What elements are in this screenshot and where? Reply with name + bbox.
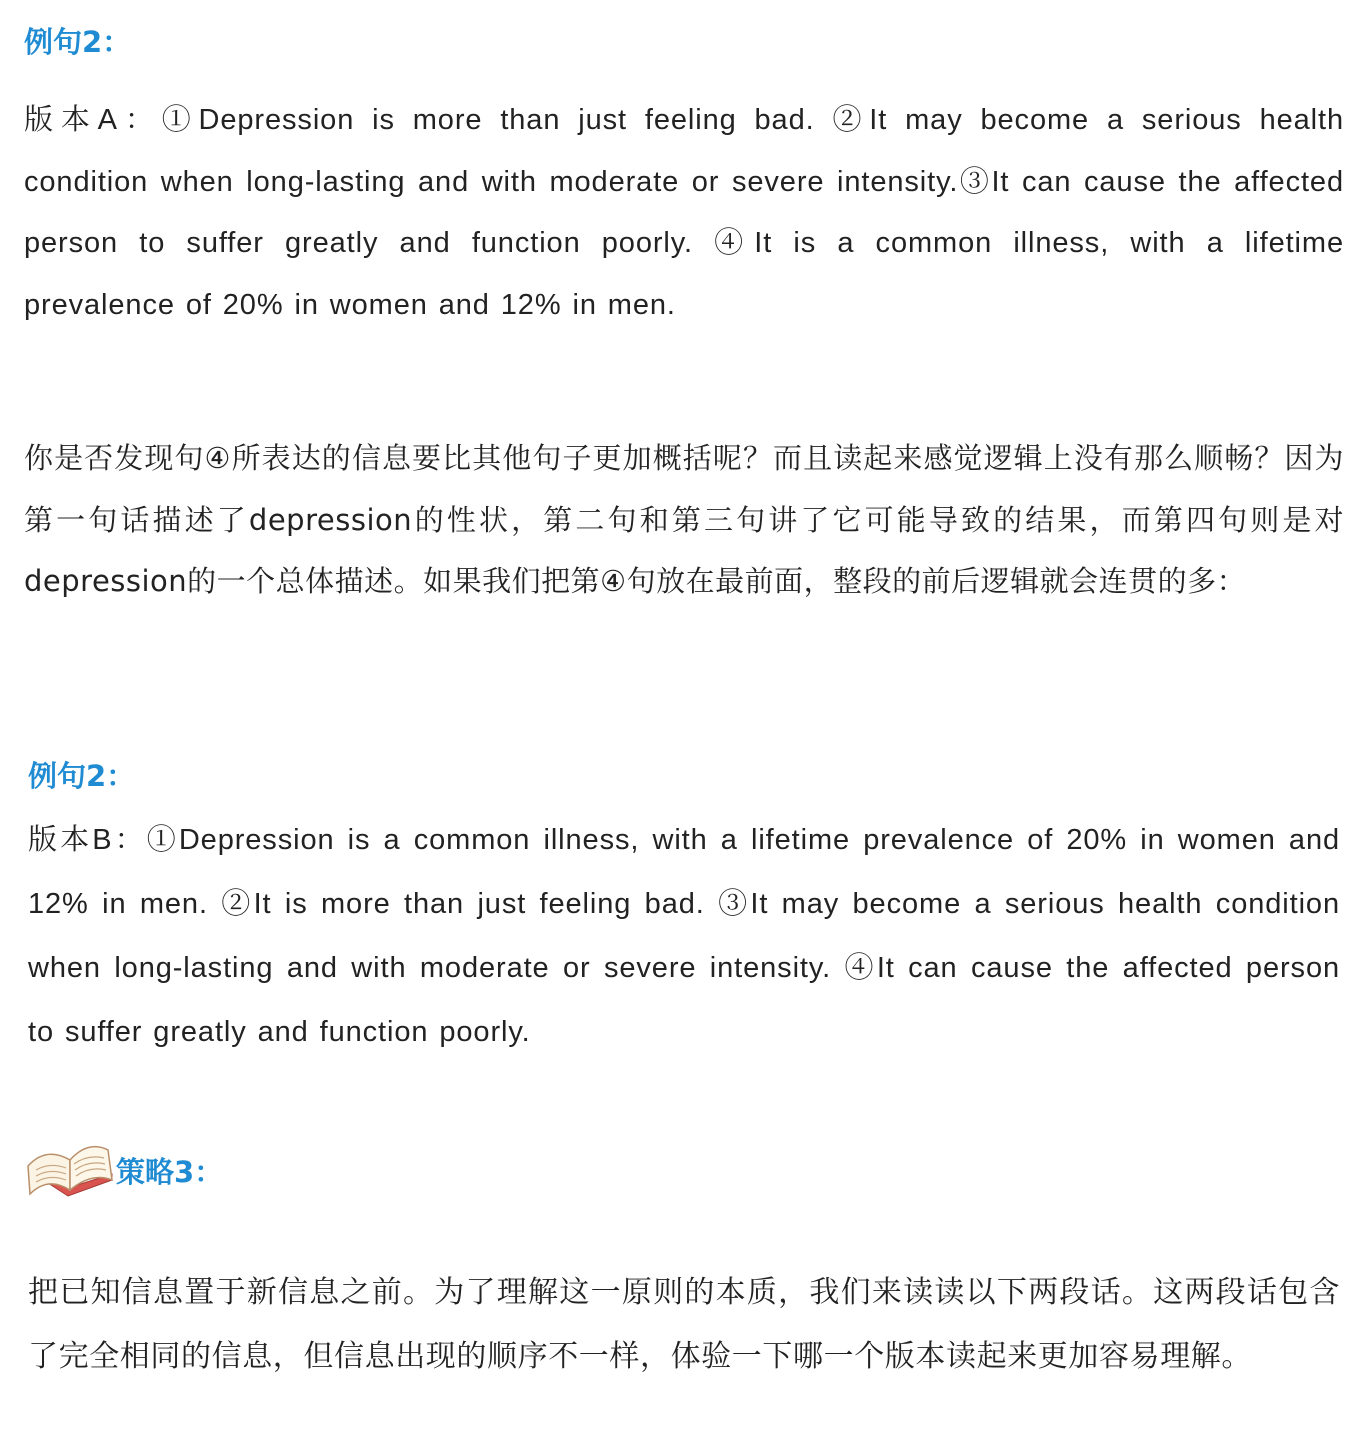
strategy-heading: 策略3：: [116, 1155, 224, 1189]
example-b-heading: 例句2：: [28, 759, 136, 793]
commentary-paragraph: 你是否发现句④所表达的信息要比其他句子更加概括呢？而且读起来感觉逻辑上没有那么顺畅？因为第一句话描述了depression的性状，第二句和第三句讲了它可能导致的结果，而第四句则是对depression的一个总体描述。如果我们把第④句放在最前面，整段的前后逻辑就会连贯的多：: [24, 441, 1344, 598]
example-a-paragraph: 版本A：①Depression is more than just feeling bad. ②It may become a serious health condition when long-lasting and with moderate or severe intensity.③It can cause the affected person to suffer greatly and function poorly. ④It is a common illness, with a lifetime prevalence of 20% in women and 12% in men.: [24, 104, 1344, 321]
example-b-paragraph: 版本B：①Depression is a common illness, with a lifetime prevalence of 20% in women and 12% in men. ②It is more than just feeling bad. ③It may become a serious health condition when long-lasting and with moderate or severe intensity. ④It can cause the affected person to suffer greatly and function poorly.: [28, 824, 1340, 1048]
example-a-heading: 例句2：: [24, 25, 132, 59]
open-book-icon: [26, 1136, 116, 1206]
strategy-paragraph: 把已知信息置于新信息之前。为了理解这一原则的本质，我们来读读以下两段话。这两段话包含了完全相同的信息，但信息出现的顺序不一样，体验一下哪一个版本读起来更加容易理解。: [28, 1275, 1340, 1374]
